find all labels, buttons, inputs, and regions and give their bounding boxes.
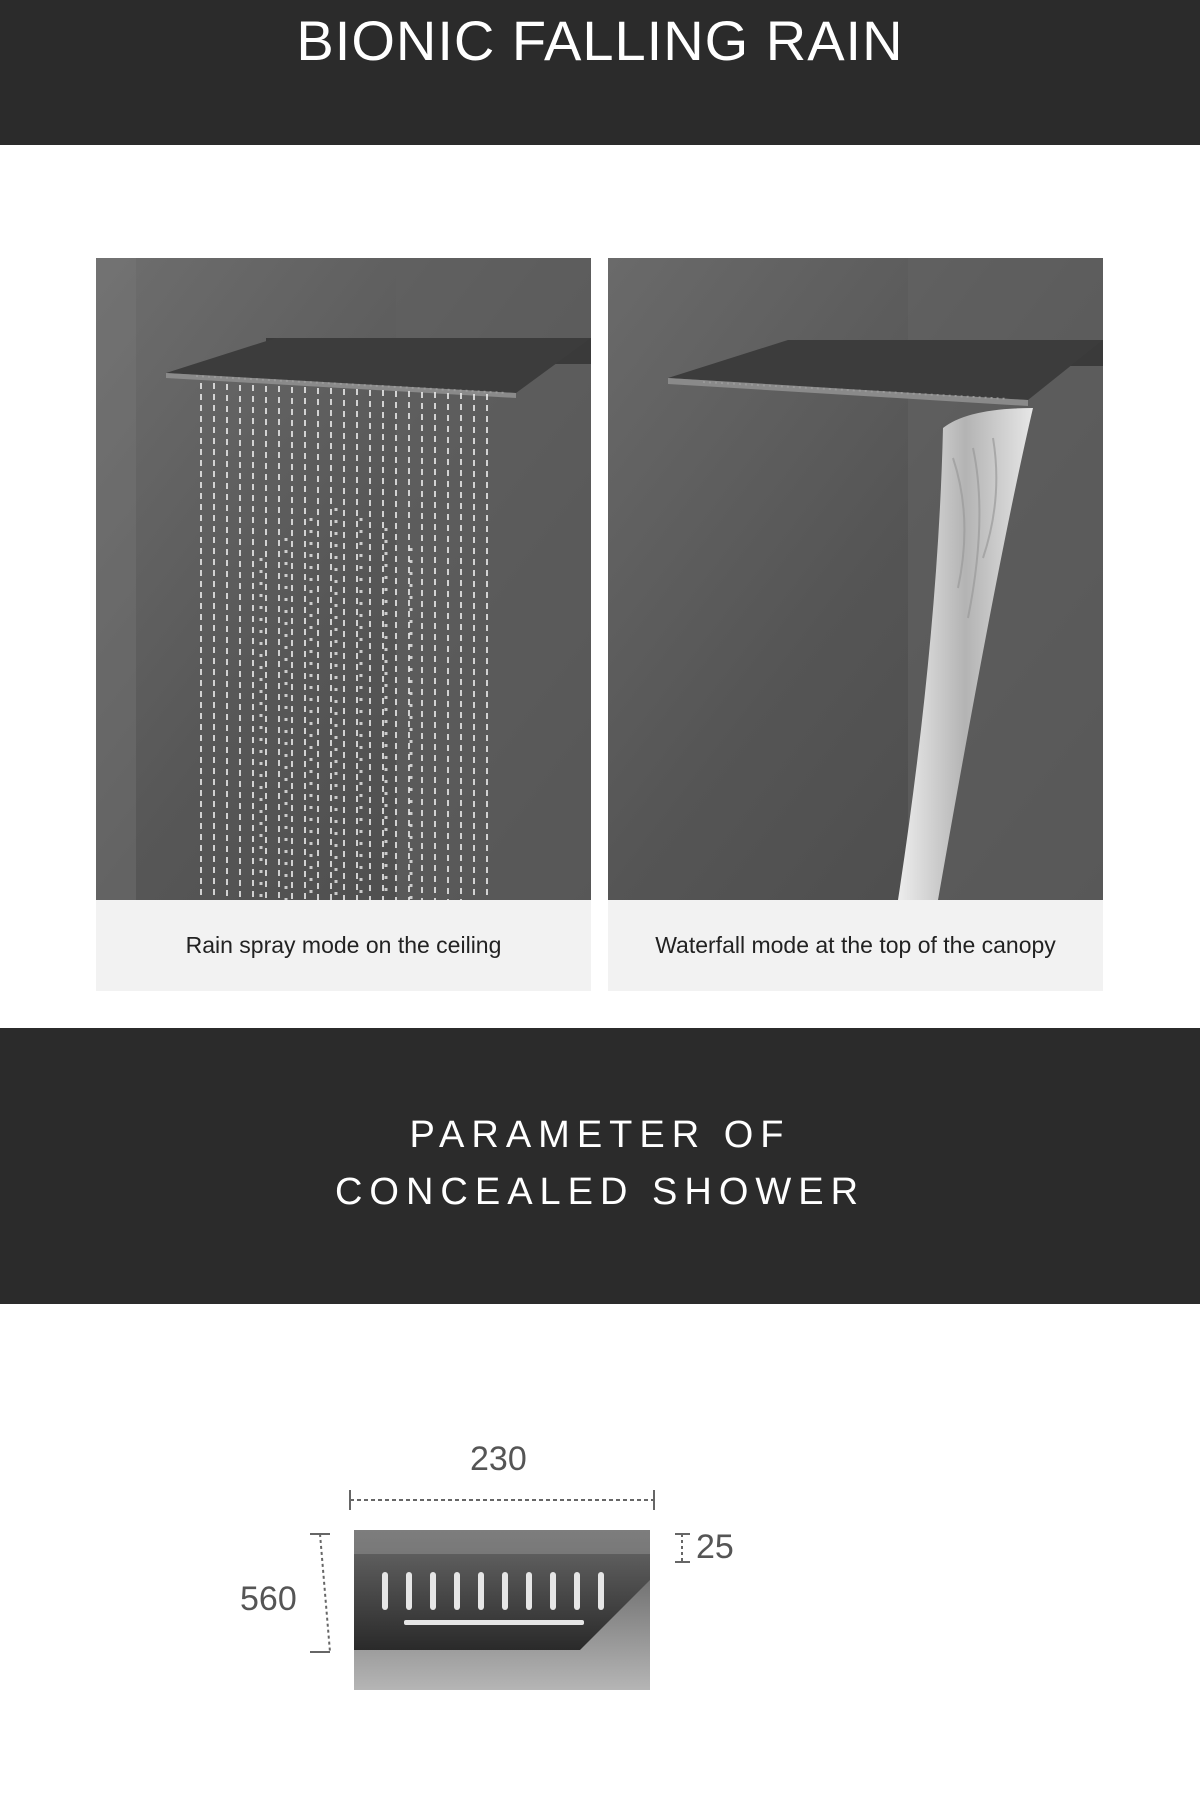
- width-dimension-label: 230: [470, 1440, 527, 1478]
- parameter-title-line2: CONCEALED SHOWER: [334, 1171, 866, 1213]
- parameter-title-line1: PARAMETER OF: [409, 1114, 791, 1156]
- waterfall-mode-caption: Waterfall mode at the top of the canopy: [655, 932, 1056, 958]
- dimension-diagram: [220, 1440, 780, 1740]
- waterfall-mode-image: [608, 258, 1103, 900]
- shower-head-drawing: [220, 1440, 780, 1740]
- rain-mode-panel: [96, 258, 591, 991]
- waterfall-mode-panel: [608, 258, 1103, 991]
- height-dimension-label: 560: [240, 1580, 297, 1618]
- rain-mode-image: [96, 258, 591, 900]
- parameter-band: [0, 1028, 1200, 1304]
- page-title: BIONIC FALLING RAIN: [296, 9, 904, 72]
- thickness-dimension-label: 25: [696, 1528, 734, 1566]
- rain-mode-caption: Rain spray mode on the ceiling: [185, 932, 502, 958]
- waterfall-mode-caption-box: [608, 900, 1103, 991]
- rain-mode-caption-box: [96, 900, 591, 991]
